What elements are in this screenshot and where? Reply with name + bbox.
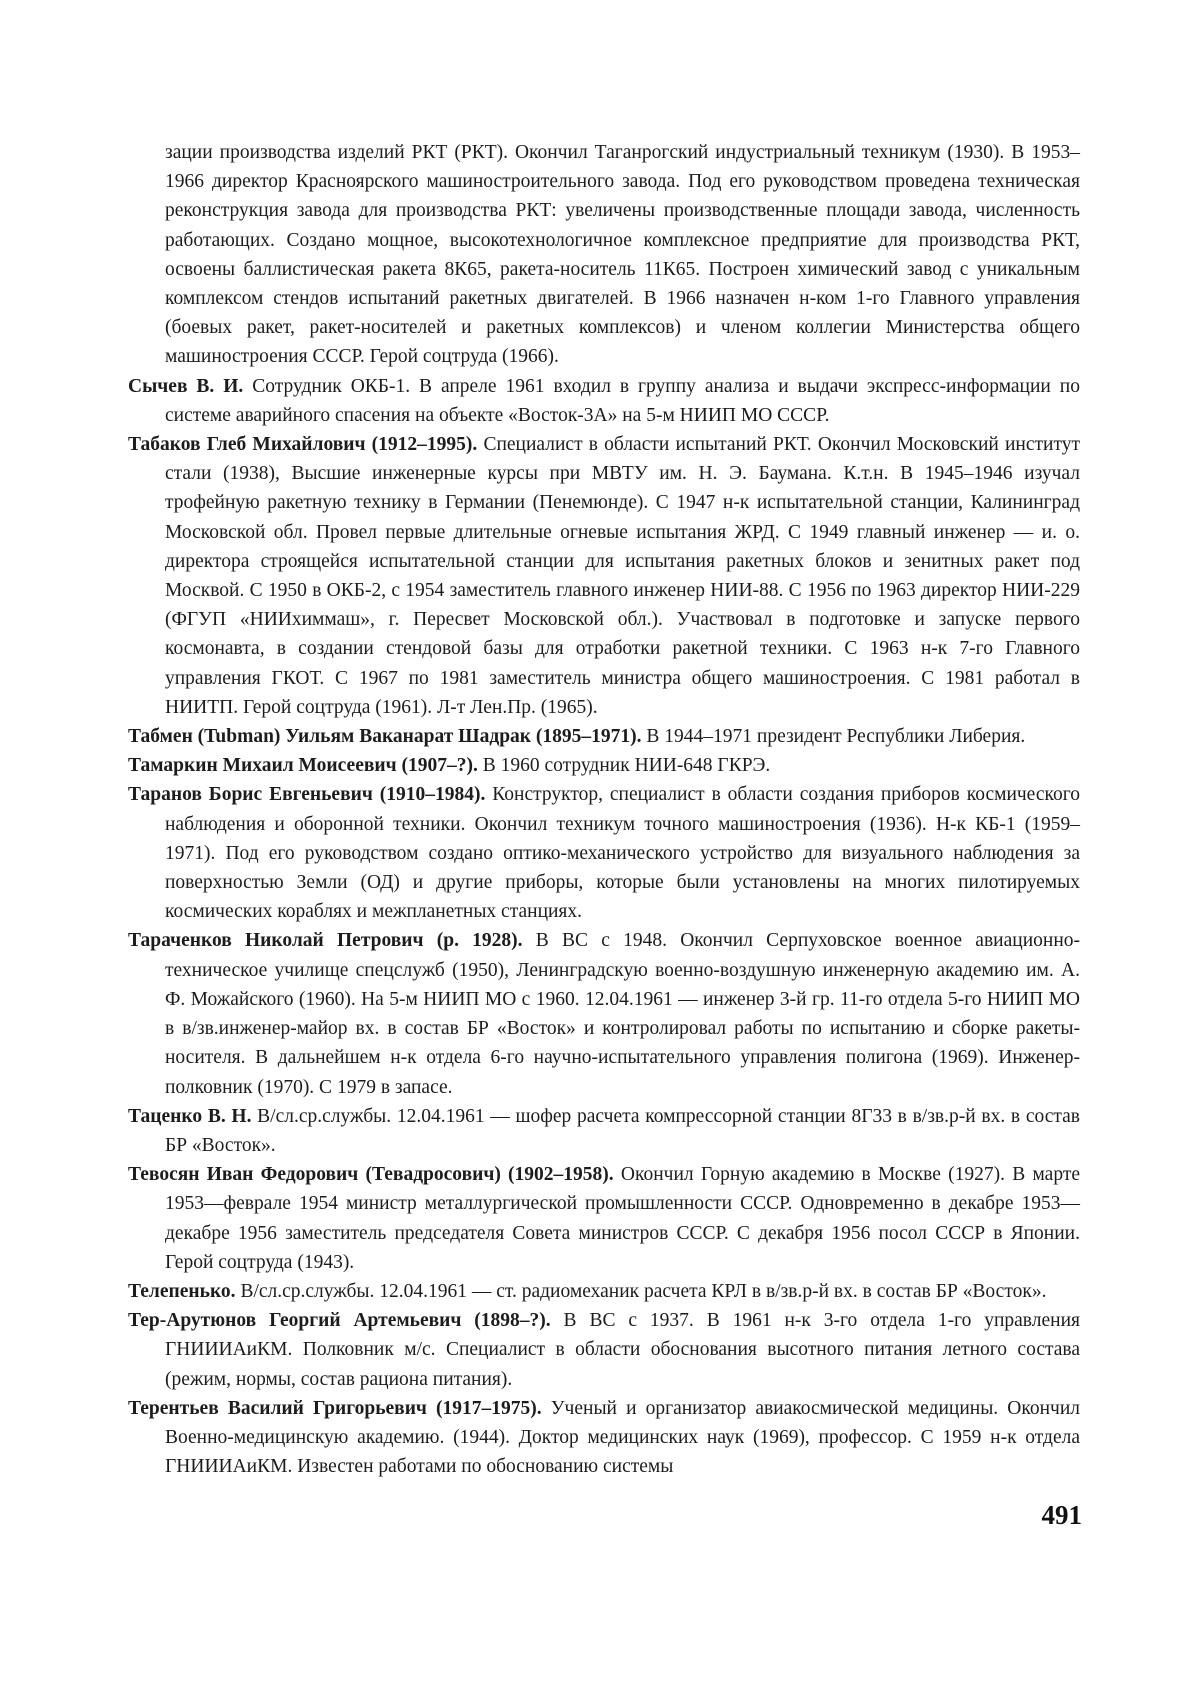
entry-tabakov <box>128 430 1080 722</box>
entry-name: Таранов Борис Евгеньевич (1910–1984). <box>128 784 486 806</box>
entry-name: Сычев В. И. <box>128 375 244 397</box>
entry-text: Конструктор, специалист в области создания приборов космического наблюдения и оборонной техники. Окончил техникум точного машиностроения (1936). Н-к КБ-1 (1959–1971). Под его руководством создано оптико-механического устройство для визуального наблюдения за поверхностью Земли (ОД) и другие приборы, которые были установлены на многих пилотируемых космических кораблях и межпланетных станциях. <box>165 784 1080 923</box>
entry-tevosyan <box>128 1160 1080 1277</box>
entry-tatsenko <box>128 1102 1080 1160</box>
entry-text: В ВС с 1948. Окончил Серпуховское военное авиационно-техническое училище спецслужб (1950), Ленинградскую военно-воздушную инженерную академию им. А. Ф. Можайского (1960). На 5-м НИИП МО с 1960. 12.04.1961 — инженер 3-й гр. 11-го отдела 5-го НИИП МО в в/зв.инженер-майор вх. в состав БР «Восток» и контролировал работы по испытанию и сборке ракеты-носителя. В дальнейшем н-к отдела 6-го научно-испытательного управления полигона (1969). Инженер-полковник (1970). С 1979 в запасе. <box>165 930 1080 1098</box>
entry-name: Таценко В. Н. <box>128 1105 252 1127</box>
entry-name: Тараченков Николай Петрович (р. 1928). <box>128 930 523 952</box>
entry-name: Табаков Глеб Михайлович (1912–1995). <box>128 434 478 456</box>
entry-text: В/сл.ср.службы. 12.04.1961 — ст. радиомеханик расчета КРЛ в в/зв.р-й вх. в состав БР «Восток». <box>235 1280 1047 1302</box>
continuation-paragraph: зации производства изделий РКТ (РКТ). Окончил Таганрогский индустриальный техникум (1930). В 1953–1966 директор Красноярского машиностроительного завода. Под его руководством проведена техническая реконструкция завода для производства РКТ: увеличены производственные площади завода, численность работающих. Создано мощное, высокотехнологичное комплексное предприятие для производства РКТ, освоены баллистическая ракета 8К65, ракета-носитель 11К65. Построен химический завод с уникальным комплексом стендов испытаний ракетных двигателей. В 1966 назначен н-ком 1-го Главного управления (боевых ракет, ракет-носителей и ракетных комплексов) и членом коллегии Министерства общего машиностроения СССР. Герой соцтруда (1966). <box>165 142 1080 368</box>
entry-text: В 1944–1971 президент Республики Либерия. <box>641 726 1026 748</box>
entry-name: Терентьев Василий Григорьевич (1917–1975). <box>128 1397 542 1419</box>
entry-tamarkin <box>128 751 1080 780</box>
entry-name: Тевосян Иван Федорович (Тевадросович) (1902–1958). <box>128 1164 614 1186</box>
entry-tubman <box>128 722 1080 751</box>
entry-terentyev <box>128 1394 1080 1482</box>
entry-name: Тер-Арутюнов Георгий Артемьевич (1898–?). <box>128 1310 551 1332</box>
entry-taranov <box>128 780 1080 926</box>
entry-text: Сотрудник ОКБ-1. В апреле 1961 входил в группу анализа и выдачи экспресс-информации по системе аварийного спасения на объекте «Восток-3А» на 5-м НИИП МО СССР. <box>165 375 1080 426</box>
entry-text: Окончил Горную академию в Москве (1927). В марте 1953—феврале 1954 министр металлургической промышленности СССР. Одновременно в декабре 1953—декабре 1956 заместитель председателя Совета министров СССР. С декабря 1956 посол СССР в Японии. Герой соцтруда (1943). <box>165 1164 1080 1273</box>
entry-ter-arutyunov <box>128 1306 1080 1394</box>
entry-telepenko <box>128 1277 1080 1306</box>
entry-text: Ученый и организатор авиакосмической медицины. Окончил Военно-медицинскую академию. (1944). Доктор медицинских наук (1969), профессор. С 1959 н-к отдела ГНИИИАиКМ. Известен работами по обоснованию системы <box>165 1397 1080 1478</box>
entry-name: Телепенько. <box>128 1280 236 1302</box>
entry-text: В 1960 сотрудник НИИ-648 ГКРЭ. <box>477 755 771 777</box>
entry-tarachenkov <box>128 926 1080 1101</box>
entry-sychev <box>128 372 1080 430</box>
page-number: 491 <box>1041 1500 1082 1530</box>
entry-text: В ВС с 1937. В 1961 н-к 3-го отдела 1-го управления ГНИИИАиКМ. Полковник м/с. Специалист в области обоснования высотного питания летного состава (режим, нормы, состав рациона питания). <box>165 1310 1080 1390</box>
entry-text: В/сл.ср.службы. 12.04.1961 — шофер расчета компрессорной станции 8Г33 в в/зв.р-й вх. в состав БР «Восток». <box>165 1105 1080 1156</box>
entry-text: Специалист в области испытаний РКТ. Окончил Московский институт стали (1938), Высшие инженерные курсы при МВТУ им. Н. Э. Баумана. К.т.н. В 1945–1946 изучал трофейную ракетную технику в Германии (Пенемюнде). С 1947 н-к испытательной станции, Калининград Московской обл. Провел первые длительные огневые испытания ЖРД. С 1949 главный инженер — и. о. директора строящейся испытательной станции для испытания ракетных блоков и зенитных ракет под Москвой. С 1950 в ОКБ-2, с 1954 заместитель главного инженер НИИ-88. С 1956 по 1963 директор НИИ-229 (ФГУП «НИИхиммаш», г. Пересвет Московской обл.). Участвовал в подготовке и запуске первого космонавта, в создании стендовой базы для отработки ракетной техники. С 1963 н-к 7-го Главного управления ГКОТ. С 1967 по 1981 заместитель министра общего машиностроения. С 1981 работал в НИИТП. Герой соцтруда (1961). Л-т Лен.Пр. (1965). <box>165 434 1080 718</box>
entry-name: Тамаркин Михаил Моисеевич (1907–?). <box>128 755 478 777</box>
page-body <box>128 138 1080 1481</box>
entry-name: Табмен (Tubman) Уильям Ваканарат Шадрак (1895–1971). <box>128 726 642 748</box>
